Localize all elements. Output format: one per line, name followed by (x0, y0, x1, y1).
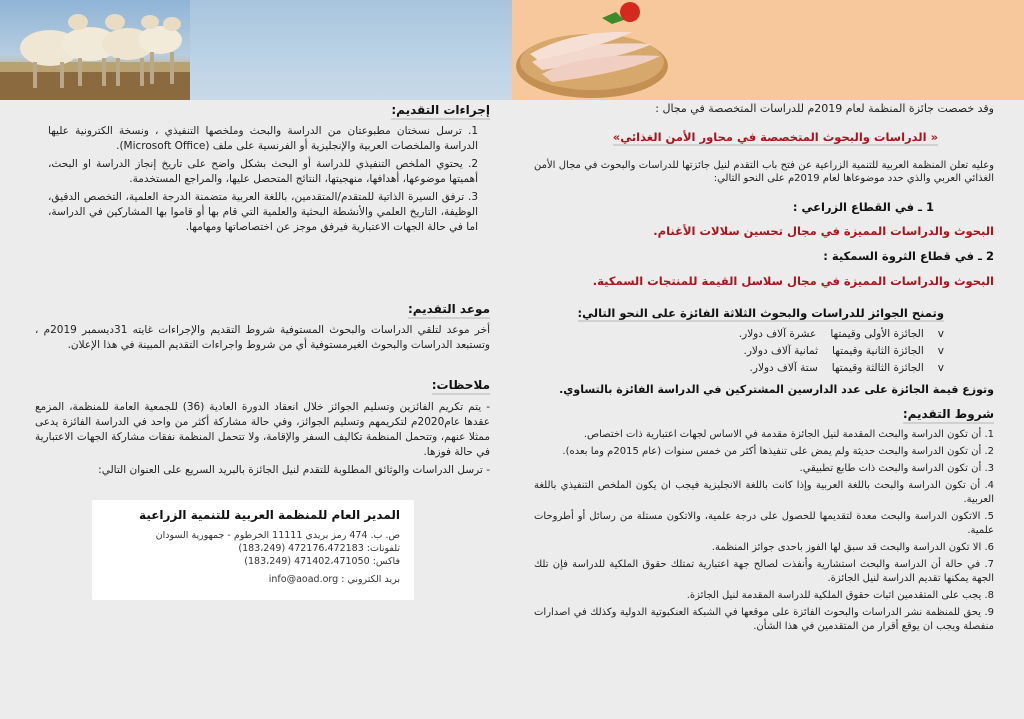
condition-item-number: 1. (984, 429, 994, 440)
note-item (35, 463, 490, 478)
procedure-item (48, 124, 478, 154)
condition-item-number: 3. (984, 463, 994, 474)
condition-item-number: 6. (984, 542, 994, 553)
condition-item (534, 558, 994, 586)
procedures-title: إجراءات التقديم: (391, 103, 490, 120)
prize-bullet: v (937, 345, 944, 357)
procedure-item (48, 190, 478, 235)
procedures-list (48, 124, 478, 238)
prize-bullet: v (937, 328, 944, 340)
condition-item (534, 606, 994, 634)
deadline-title: موعد التقديم: (408, 302, 490, 319)
sector1-topic: البحوث والدراسات المميزة في مجال تحسين سلالات الأغنام. (653, 224, 994, 238)
conditions-list (534, 428, 994, 637)
condition-item-number: 2. (984, 446, 994, 457)
procedure-item-text: ترفق السيرة الذاتية للمتقدم/المتقدمين، باللغة العربية متضمنة الدرجة العلمية، التخصص الدقيق، الوظيفة، التاريخ العلمي والأنشطة البحثية والعلمية التي قام بها أو قاموا بها المشاركين في الدراسة، اما في حالة الجهات الاعتبارية فيرفق موجز عن اختصاصاتها ومهامها. (48, 191, 478, 233)
sector2-heading: 2 ـ في قطاع الثروة السمكية : (823, 249, 994, 263)
address-line-phones: تلفونات: 472176،472183 (183،249) (238, 543, 400, 554)
note-item-text: ترسل الدراسات والوثائق المطلوبة للتقدم لنيل الجائزة بالبريد السريع على العنوان التالي: (98, 464, 483, 476)
note-item-number: - (486, 464, 490, 476)
condition-item (534, 462, 994, 476)
procedure-item-text: ترسل نسختان مطبوعتان من الدراسة والبحث وملخصها التنفيذي ، ونسخة الكترونية عليها الدراسة والملخصات العربية والإنجليزية أو الفرنسية على ملف (Microsoft Office). (48, 125, 478, 152)
sector1-heading: 1 ـ في القطاع الزراعي : (792, 200, 934, 214)
prize-row (750, 362, 944, 374)
procedure-item-text: يحتوي الملخص التنفيذي للدراسة أو البحث بشكل واضح على تاريخ إنجاز الدراسة او البحث، أهميتها موضوعها، أهدافها، منهجيتها، النتائج المتحصل عليها، والمراجع المستخدمة. (48, 158, 478, 185)
condition-item-text: أن تكون الدراسة والبحث المقدمة لنيل الجائزة مقدمة في الاساس لجهات اعتبارية ذات اختصاص. (583, 429, 982, 440)
address-box (92, 500, 414, 600)
notes-list (35, 400, 490, 481)
note-item-number: - (486, 401, 490, 413)
condition-item-text: أن تكون الدراسة والبحث باللغة العربية وإذا كانت باللغة الانجليزية فيجب ان يكون الملخص التنفيذي باللغة العربية. (534, 480, 994, 505)
condition-item-text: أن تكون الدراسة والبحث حديثة ولم يمض على تنفيذها أكثر من خمس سنوات (عام 2015م وما بعده). (562, 446, 982, 457)
prize-row (744, 345, 944, 357)
prize-value: عشرة آلاف دولار. (738, 328, 817, 340)
condition-item-number: 5. (984, 511, 994, 522)
prize-bullet: v (937, 362, 944, 374)
condition-item (534, 428, 994, 442)
conditions-title: شروط التقديم: (903, 407, 994, 424)
procedure-item-number: 2. (467, 158, 478, 170)
condition-item-text: الا تكون الدراسة والبحث قد سبق لها الفوز باحدى جوائز المنظمة. (711, 542, 982, 553)
condition-item-number: 4. (984, 480, 994, 491)
address-title: المدير العام للمنظمة العربية للتنمية الزراعية (139, 508, 400, 522)
note-item (35, 400, 490, 460)
condition-item (534, 510, 994, 538)
condition-item-text: يجب على المتقدمين اثبات حقوق الملكية للدراسة المقدمة لنيل الجائزة. (686, 590, 982, 601)
fish-fillet-photo (512, 0, 672, 100)
condition-item (534, 541, 994, 555)
condition-item (534, 445, 994, 459)
deadline-text: أخر موعد لتلقي الدراسات والبحوث المستوفية شروط التقديم والإجراءات غايته 31ديسمبر 2019م ، وتستبعد الدراسات والبحوث الغيرمستوفية أي من شروط واجراءات التقديم المبينة في هذا الإعلان. (35, 324, 490, 351)
address-line-fax: فاكس: 471402،471050 (183،249) (244, 556, 400, 567)
condition-item-number: 8. (984, 590, 994, 601)
note-item-text: يتم تكريم الفائزين وتسليم الجوائز خلال انعقاد الدورة العادية (36) للجمعية العامة للمنظمة، المزمع عقدها عام2020م لتكريمهم وتسليم الجوائز، وفي حالة مشاركة أكثر من واحد في الدراسة الفائزة يدعى ممثلا عنهم، وتتحمل المنظمة تكاليف السفر والإقامة، ولا تتحمل المنظمة نفقات مشاركة الجهات الاعتبارية في حالة فوزها. (35, 401, 490, 458)
prize-row (739, 328, 944, 340)
announcement-text: وعليه تعلن المنظمة العربية للتنمية الزراعية عن فتح باب التقدم لنيل جائزتها للدراسات والبحوث في مجال الأمن الغذائي العربي والذي حدد موضوعاها لعام 2019م على النحو التالي: (534, 160, 994, 184)
procedure-item (48, 157, 478, 187)
condition-item-text: يحق للمنظمة نشر الدراسات والبحوث الفائزة على موقعها في الشبكة العنكبوتية الدولية وكذلك في اصدارات منفصلة ويجب ان يوقع أقرار من المتقدمين في هذا الشأن. (534, 607, 994, 632)
right-page (512, 0, 1024, 719)
prize-label: الجائزة الأولى وقيمتها (830, 328, 924, 340)
condition-item-text: أن تكون الدراسة والبحث ذات طابع تطبيقي. (799, 463, 982, 474)
prize-label: الجائزة الثانية وقيمتها (832, 345, 924, 357)
notes-title: ملاحظات: (432, 378, 490, 395)
condition-item (534, 589, 994, 603)
prize-label: الجائزة الثالثة وقيمتها (831, 362, 924, 374)
condition-item (534, 479, 994, 507)
condition-item-number: 7. (984, 559, 994, 570)
distribution-text: وتوزع قيمة الجائزة على عدد الدارسين المشتركين في الدراسة الفائزة بالتساوي. (559, 383, 994, 396)
prizes-title: وتمنح الجوائز للدراسات والبحوث الثلاثة الفائزة على النحو التالي: (577, 306, 944, 320)
headline: « الدراسات والبحوث المتخصصة في محاور الأمن الغذائي» (612, 130, 938, 144)
sector2-topic: البحوث والدراسات المميزة في مجال سلاسل القيمة للمنتجات السمكية. (592, 274, 994, 288)
prize-value: ثمانية آلاف دولار. (743, 345, 819, 357)
condition-item-number: 9. (984, 607, 994, 618)
prize-value: ستة آلاف دولار. (749, 362, 818, 374)
procedure-item-number: 3. (467, 191, 479, 203)
procedure-item-number: 1. (467, 125, 478, 137)
sheep-photo (0, 0, 190, 100)
intro-text: وقد خصصت جائزة المنظمة لعام 2019م للدراسات المتخصصة في مجال : (655, 102, 994, 115)
condition-item-text: في حالة أن الدراسة والبحث استشارية وأنفذت لصالح جهة اعتبارية تمتلك حقوق الملكية للدراسة فإن تلك الجهة يمكنها تقديم الدراسة لنيل الجائزة. (534, 559, 994, 584)
condition-item-text: الاتكون الدراسة والبحث معدة لتقديمها للحصول على درجة علمية، والاتكون مستلة من رسائل أو أطروحات علمية. (534, 511, 994, 536)
address-line-po-box: ص. ب. 474 رمز بريدي 11111 الخرطوم - جمهورية السودان (155, 530, 400, 541)
address-line-email: بريد الكتروني : info@aoad.org (268, 574, 400, 585)
